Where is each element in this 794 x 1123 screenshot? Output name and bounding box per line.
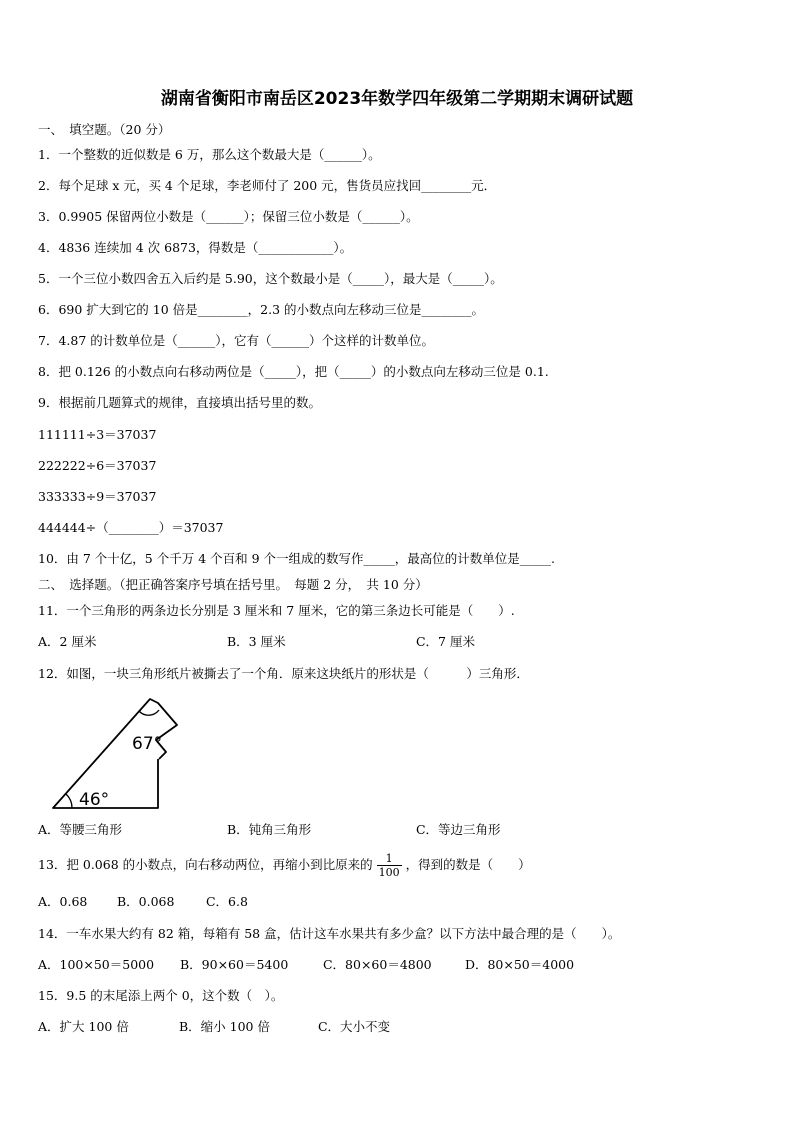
equation-1: 111111÷3＝37037 bbox=[38, 427, 157, 442]
question-4: 4．4836 连续加 4 次 6873，得数是（____________）。 bbox=[38, 240, 353, 255]
top-angle-arc bbox=[139, 710, 159, 715]
question-14-options bbox=[38, 957, 574, 973]
option-c: C．7 厘米 bbox=[415, 634, 475, 649]
question-5: 5．一个三位小数四舍五入后约是 5.90，这个数最小是（_____），最大是（_____）。 bbox=[38, 271, 503, 286]
bottom-angle-arc bbox=[66, 794, 72, 808]
equation-4: 444444÷（________）＝37037 bbox=[38, 520, 224, 535]
angle-label-67: 67° bbox=[132, 734, 163, 754]
question-11: 11．一个三角形的两条边长分别是 3 厘米和 7 厘米，它的第三条边长可能是（ ）. bbox=[38, 603, 515, 618]
question-9: 9．根据前几题算式的规律，直接填出括号里的数。 bbox=[38, 395, 321, 410]
question-15-options bbox=[38, 1019, 390, 1035]
question-6: 6．690 扩大到它的 10 倍是________，2.3 的小数点向左移动三位是________。 bbox=[38, 302, 484, 317]
question-1: 1．一个整数的近似数是 6 万，那么这个数最大是（______）。 bbox=[38, 147, 381, 162]
question-14: 14．一车水果大约有 82 箱，每箱有 58 盒，估计这车水果共有多少盒？以下方法中最合理的是（ ）。 bbox=[38, 926, 621, 941]
option-a: A．2 厘米 bbox=[38, 634, 97, 649]
fraction-numerator: 1 bbox=[377, 852, 402, 866]
angle-label-46: 46° bbox=[79, 790, 110, 810]
question-13-tail: ，得到的数是（ ） bbox=[405, 857, 531, 872]
option-a: A．0.68 bbox=[38, 894, 88, 909]
question-11-options bbox=[38, 634, 475, 650]
question-3: 3．0.9905 保留两位小数是（______）；保留三位小数是（______）。 bbox=[38, 209, 419, 224]
question-2: 2．每个足球 x 元，买 4 个足球，李老师付了 200 元，售货员应找回________元． bbox=[38, 178, 497, 193]
question-13-options bbox=[38, 894, 248, 910]
question-13-text: 13．把 0.068 的小数点，向右移动两位，再缩小到比原来的 bbox=[38, 857, 373, 872]
option-b: B．0.068 bbox=[116, 894, 175, 909]
question-8: 8．把 0.126 的小数点向右移动两位是（_____），把（_____）的小数点向左移动三位是 0.1. bbox=[38, 364, 549, 379]
option-c: C．6.8 bbox=[205, 894, 248, 909]
option-c: C．等边三角形 bbox=[415, 822, 501, 837]
question-15: 15．9.5 的末尾添上两个 0，这个数（ ）。 bbox=[38, 988, 284, 1003]
torn-triangle-figure bbox=[48, 693, 188, 815]
equation-2: 222222÷6＝37037 bbox=[38, 458, 157, 473]
option-b: B．3 厘米 bbox=[226, 634, 286, 649]
option-a: A．100×50＝5000 bbox=[38, 957, 155, 972]
option-b: B．钝角三角形 bbox=[226, 822, 312, 837]
question-10: 10．由 7 个十亿，5 个千万 4 个百和 9 个一组成的数写作_____，最高位的计数单位是_____. bbox=[38, 551, 556, 566]
question-12-options bbox=[38, 822, 501, 838]
question-13 bbox=[38, 850, 531, 880]
question-7: 7．4.87 的计数单位是（______），它有（______）个这样的计数单位。 bbox=[38, 333, 435, 348]
section-2-heading: 二、 选择题。（把正确答案序号填在括号里。 每题 2 分， 共 10 分） bbox=[38, 577, 428, 592]
fraction bbox=[377, 852, 402, 879]
option-b: B．90×60＝5400 bbox=[179, 957, 289, 972]
option-c: C．大小不变 bbox=[317, 1019, 391, 1034]
equation-3: 333333÷9＝37037 bbox=[38, 489, 157, 504]
page-title: 湖南省衡阳市南岳区2023年数学四年级第二学期期末调研试题 bbox=[160, 89, 634, 109]
option-d: D．80×50＝4000 bbox=[464, 957, 575, 972]
fraction-denominator: 100 bbox=[378, 866, 400, 879]
section-1-heading: 一、 填空题。（20 分） bbox=[38, 122, 171, 137]
option-b: B．缩小 100 倍 bbox=[178, 1019, 270, 1034]
option-a: A．扩大 100 倍 bbox=[38, 1019, 129, 1034]
question-12: 12．如图，一块三角形纸片被撕去了一个角．原来这块纸片的形状是（ ）三角形． bbox=[38, 666, 529, 681]
option-c: C．80×60＝4800 bbox=[322, 957, 432, 972]
option-a: A．等腰三角形 bbox=[38, 822, 123, 837]
